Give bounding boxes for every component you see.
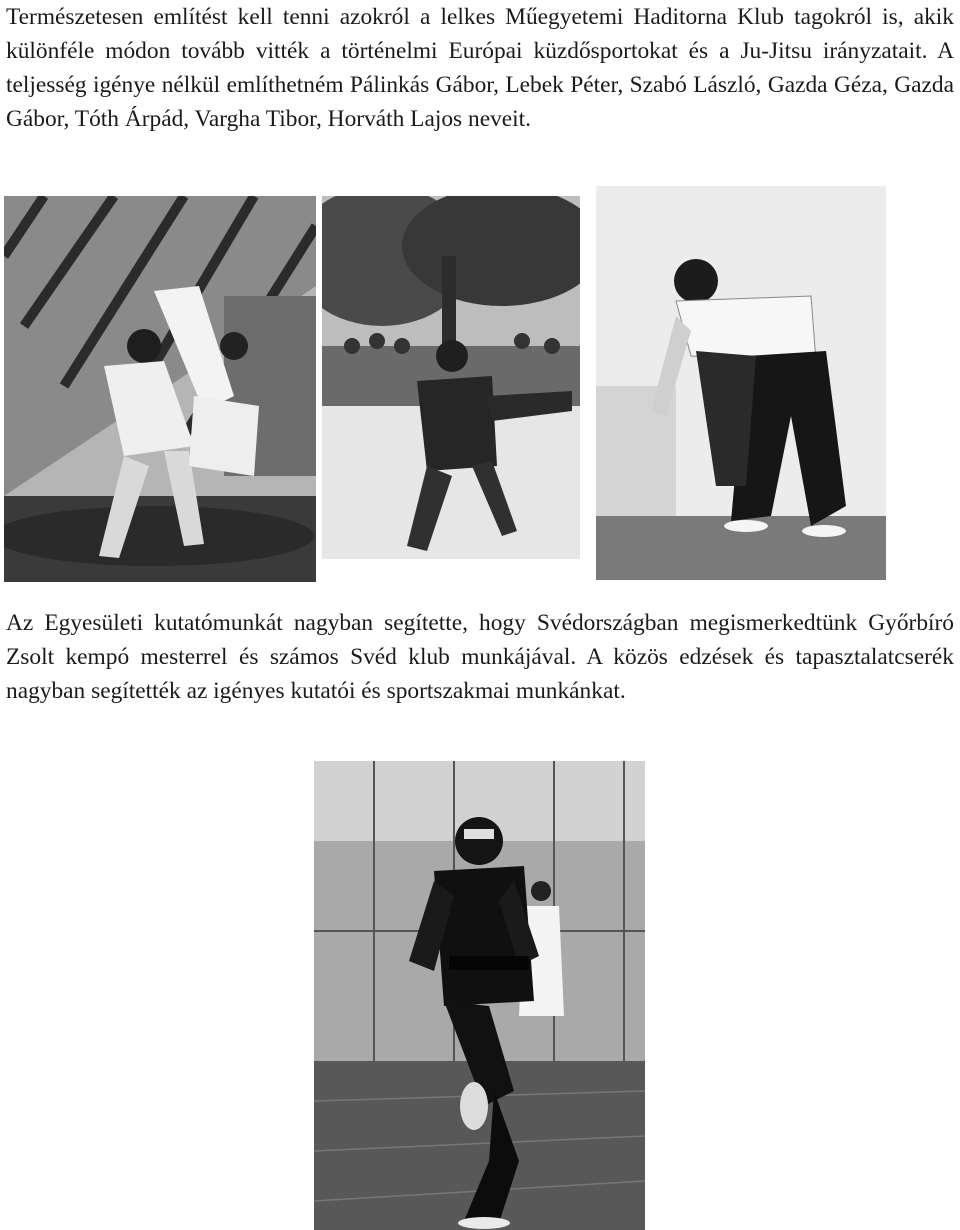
paragraph-intro: Természetesen említést kell tenni azokról a lelkes Műegyetemi Haditorna Klub tagokról is, akik különféle módon tovább vitték a történelmi Európai küzdősportokat és a Ju-Jitsu irányzatait. A teljesség igénye nélkül említhetném Pálinkás Gábor, Lebek Péter, Szabó László, Gazda Géza, Gazda Gábor, Tóth Árpád, Vargha Tibor, Horváth Lajos neveit. <box>6 4 954 132</box>
outdoor-demonstration-illustration <box>322 196 580 559</box>
sparring-pair-illustration <box>596 186 886 580</box>
photo-outdoor-demonstration <box>322 196 580 559</box>
photo-sparring-pair <box>596 186 886 580</box>
photo-kempo-kick <box>314 761 645 1230</box>
paragraph-sweden: Az Egyesületi kutatómunkát nagyban segítette, hogy Svédországban megismerkedtünk Győrbíró Zsolt kempó mesterrel és számos Svéd klub munkájával. A közös edzések és tapasztalatcserék nagyban segítették az igényes kutatói és sportszakmai munkánkat. <box>6 610 954 704</box>
kempo-kick-illustration <box>314 761 645 1230</box>
photo-throw-technique <box>4 196 316 582</box>
throw-technique-illustration <box>4 196 316 582</box>
